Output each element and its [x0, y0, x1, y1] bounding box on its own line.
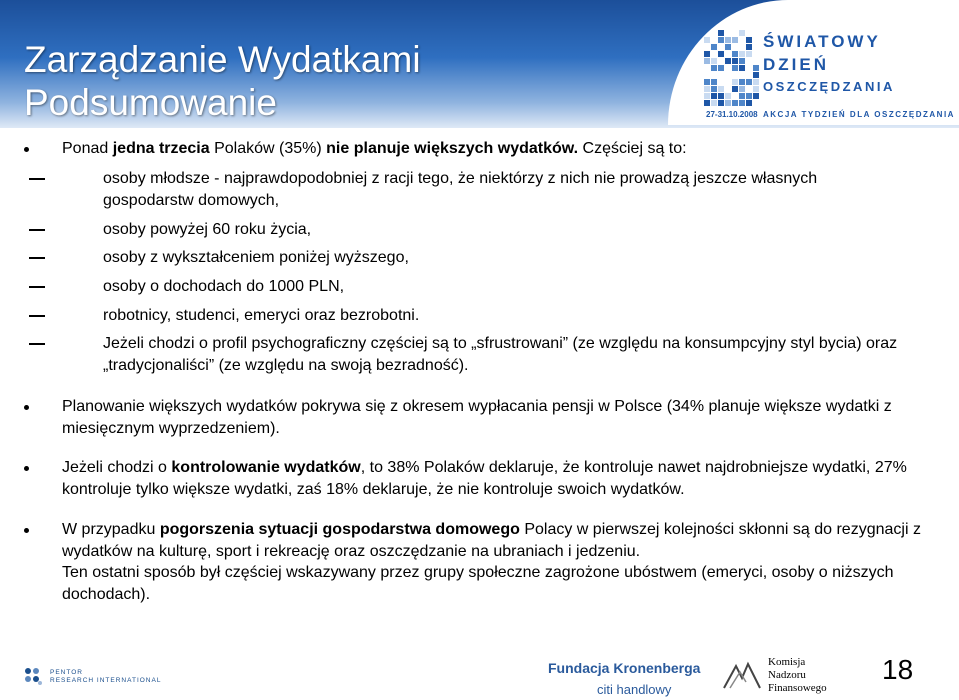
bullet-dot-icon: [24, 466, 29, 471]
dash-item: robotnicy, studenci, emeryci oraz bezrobotni.: [103, 305, 903, 327]
bullet-dot-icon: [24, 528, 29, 533]
bullet-dot-icon: [24, 147, 29, 152]
title-line-1: Zarządzanie Wydatkami: [24, 39, 421, 80]
fundacja-kronenberga-logo: Fundacja Kronenberga: [548, 660, 701, 676]
knf-logo-text: Komisja Nadzoru Finansowego: [768, 656, 827, 694]
bullet-dot-icon: [24, 405, 29, 410]
logo-line-2: DZIEŃ: [763, 55, 829, 74]
dash-marker-icon: [29, 257, 45, 259]
bullet-item: Jeżeli chodzi o kontrolowanie wydatków, to 38% Polaków deklaruje, że kontroluje nawet najdrobniejsze wydatki, 27% kontroluje tylko większe wydatki, zaś 18% deklaruje, że nie kontroluje swoich wydatków.: [62, 457, 922, 500]
dash-marker-icon: [29, 286, 45, 288]
dash-item: osoby powyżej 60 roku życia,: [103, 219, 903, 241]
page-number: 18: [882, 654, 914, 685]
pentor-logo-icon: [22, 665, 44, 687]
bullet-item: W przypadku pogorszenia sytuacji gospodarstwa domowego Polacy w pierwszej kolejności skłonni są do rezygnacji z wydatków na kulturę, sport i rekreację oraz oszczędzanie na ubraniach i jedzeniu. Ten ostatni sposób był częściej wskazywany przez grupy społeczne zagrożone ubóstwem (emeryci, osoby o niższych dochodach).: [62, 519, 922, 605]
wdo-mosaic-icon: [704, 30, 762, 108]
logo-line-1: ŚWIATOWY: [763, 32, 881, 51]
dash-item: osoby o dochodach do 1000 PLN,: [103, 276, 903, 298]
dash-item: osoby z wykształceniem poniżej wyższego,: [103, 247, 903, 269]
citi-handlowy-logo: citi handlowy: [597, 682, 672, 697]
knf-logo-icon: [722, 658, 762, 692]
dash-item: Jeżeli chodzi o profil psychograficzny częściej są to „sfrustrowani” (ze względu na konsumpcyjny styl bycia) oraz „tradycjonaliści” (ze względu na swoją bezradność).: [103, 333, 903, 376]
title-line-2: Podsumowanie: [24, 82, 277, 123]
bullet-item: Ponad jedna trzecia Polaków (35%) nie planuje większych wydatków. Częściej są to:: [62, 138, 922, 160]
pentor-text: PENTOR RESEARCH INTERNATIONAL: [50, 669, 162, 684]
bullet-item: Planowanie większych wydatków pokrywa się z okresem wypłacania pensji w Polsce (34% planuje większe wydatki z miesięcznym wyprzedzeniem).: [62, 396, 922, 439]
logo-date: 27-31.10.2008: [706, 110, 758, 119]
dash-marker-icon: [29, 229, 45, 231]
dash-marker-icon: [29, 315, 45, 317]
slide-title: [24, 38, 421, 124]
logo-line-3: OSZCZĘDZANIA: [763, 79, 895, 94]
dash-marker-icon: [29, 343, 45, 345]
dash-item: osoby młodsze - najprawdopodobniej z racji tego, że niektórzy z nich nie prowadzą jeszcze własnych gospodarstw domowych,: [103, 168, 903, 211]
logo-action: AKCJA TYDZIEŃ DLA OSZCZĘDZANIA: [763, 110, 955, 119]
dash-marker-icon: [29, 178, 45, 180]
